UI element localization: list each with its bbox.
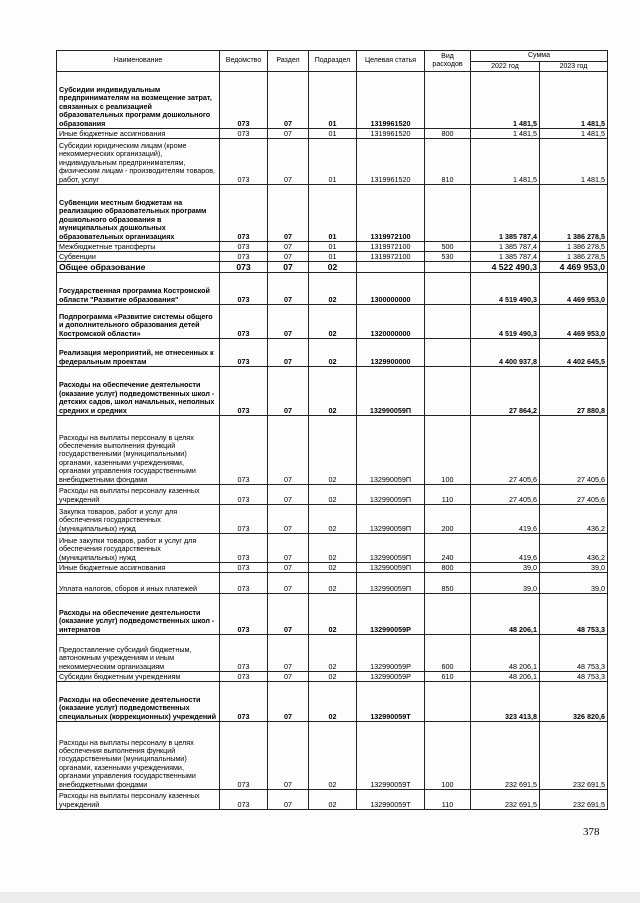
cell-y2023: 39,0: [540, 573, 608, 594]
cell-y2022: 39,0: [471, 563, 540, 573]
cell-vid: [425, 339, 471, 367]
cell-ved: 073: [220, 339, 268, 367]
cell-y2022: 232 691,5: [471, 722, 540, 790]
cell-y2022: 27 864,2: [471, 367, 540, 416]
cell-y2022: 48 206,1: [471, 594, 540, 635]
cell-y2023: 48 753,3: [540, 672, 608, 682]
cell-target: 1320000000: [357, 305, 425, 339]
table-row: [57, 505, 608, 534]
cell-razdel: 07: [268, 505, 309, 534]
cell-name: Расходы на обеспечение деятельности (оказание услуг) подведомственных специальных (коррекционных) учреждений: [57, 682, 220, 722]
cell-name: Иные закупки товаров, работ и услуг для обеспечения государственных (муниципальных) нужд: [57, 534, 220, 563]
cell-vid: [425, 305, 471, 339]
cell-target: 132990059П: [357, 573, 425, 594]
cell-podrazdel: 01: [309, 72, 357, 129]
header-summa: Сумма: [471, 51, 608, 62]
table-row: [57, 563, 608, 573]
cell-y2022: 1 385 787,4: [471, 242, 540, 252]
cell-target: 1329900000: [357, 339, 425, 367]
cell-target: 132990059Р: [357, 635, 425, 672]
cell-y2023: 232 691,5: [540, 790, 608, 810]
cell-name: Реализация мероприятий, не отнесенных к федеральным проектам: [57, 339, 220, 367]
cell-podrazdel: 01: [309, 185, 357, 242]
cell-target: 132990059П: [357, 416, 425, 485]
cell-razdel: 07: [268, 252, 309, 262]
cell-podrazdel: 02: [309, 635, 357, 672]
cell-ved: 073: [220, 305, 268, 339]
cell-name: Расходы на выплаты персоналу казенных учреждений: [57, 485, 220, 505]
cell-name: Межбюджетные трансферты: [57, 242, 220, 252]
cell-name: Расходы на обеспечение деятельности (оказание услуг) подведомственных школ - интернатов: [57, 594, 220, 635]
cell-target: 132990059Р: [357, 594, 425, 635]
cell-target: 1319972100: [357, 252, 425, 262]
cell-y2022: 419,6: [471, 505, 540, 534]
cell-podrazdel: 02: [309, 563, 357, 573]
cell-podrazdel: 02: [309, 682, 357, 722]
header-target: Целевая статья: [357, 51, 425, 72]
cell-y2022: 1 385 787,4: [471, 252, 540, 262]
header-year-2022: 2022 год: [471, 62, 540, 72]
cell-y2023: 27 880,8: [540, 367, 608, 416]
page-number: 378: [583, 826, 600, 838]
cell-vid: 530: [425, 252, 471, 262]
header-year-2023: 2023 год: [540, 62, 608, 72]
cell-razdel: 07: [268, 790, 309, 810]
budget-table: [56, 50, 608, 810]
table-row: [57, 139, 608, 185]
table-row: [57, 72, 608, 129]
cell-y2023: 1 386 278,5: [540, 242, 608, 252]
cell-vid: 110: [425, 485, 471, 505]
cell-vid: [425, 594, 471, 635]
cell-target: 132990059П: [357, 563, 425, 573]
cell-y2022: 1 481,5: [471, 139, 540, 185]
cell-razdel: 07: [268, 416, 309, 485]
cell-y2022: 48 206,1: [471, 635, 540, 672]
cell-razdel: 07: [268, 139, 309, 185]
cell-razdel: 07: [268, 185, 309, 242]
cell-razdel: 07: [268, 722, 309, 790]
cell-razdel: 07: [268, 573, 309, 594]
cell-razdel: 07: [268, 129, 309, 139]
cell-y2023: 1 386 278,5: [540, 185, 608, 242]
cell-ved: 073: [220, 129, 268, 139]
cell-y2022: 48 206,1: [471, 672, 540, 682]
cell-ved: 073: [220, 485, 268, 505]
header-vid: Вид расходов: [425, 51, 471, 72]
cell-target: 1300000000: [357, 273, 425, 305]
cell-y2023: 1 481,5: [540, 139, 608, 185]
cell-ved: 073: [220, 682, 268, 722]
cell-vid: [425, 367, 471, 416]
cell-podrazdel: 02: [309, 416, 357, 485]
cell-razdel: 07: [268, 485, 309, 505]
cell-y2023: 1 481,5: [540, 72, 608, 129]
cell-ved: 073: [220, 635, 268, 672]
table-row: [57, 534, 608, 563]
cell-razdel: 07: [268, 242, 309, 252]
cell-target: 132990059Т: [357, 682, 425, 722]
cell-name: Государственная программа Костромской области "Развитие образования": [57, 273, 220, 305]
cell-podrazdel: 02: [309, 305, 357, 339]
cell-name: Субсидии бюджетным учреждениям: [57, 672, 220, 682]
table-row: [57, 485, 608, 505]
cell-razdel: 07: [268, 339, 309, 367]
cell-razdel: 07: [268, 262, 309, 273]
cell-vid: 800: [425, 129, 471, 139]
cell-vid: [425, 682, 471, 722]
table-row: [57, 416, 608, 485]
cell-podrazdel: 02: [309, 273, 357, 305]
table-row: [57, 635, 608, 672]
cell-vid: 110: [425, 790, 471, 810]
cell-razdel: 07: [268, 72, 309, 129]
cell-target: 1319961520: [357, 129, 425, 139]
table-row: [57, 242, 608, 252]
cell-y2023: 4 402 645,5: [540, 339, 608, 367]
cell-razdel: 07: [268, 305, 309, 339]
table-row: [57, 185, 608, 242]
cell-podrazdel: 02: [309, 594, 357, 635]
cell-target: 132990059Р: [357, 672, 425, 682]
cell-target: 1319961520: [357, 139, 425, 185]
cell-y2022: 4 400 937,8: [471, 339, 540, 367]
cell-name: Субсидии индивидуальным предпринимателям на возмещение затрат, связанных с реализацией образовательных программ дошкольного образования: [57, 72, 220, 129]
cell-y2022: 4 519 490,3: [471, 273, 540, 305]
cell-y2022: 4 519 490,3: [471, 305, 540, 339]
cell-y2022: 4 522 490,3: [471, 262, 540, 273]
cell-y2023: 1 481,5: [540, 129, 608, 139]
header-razdel: Раздел: [268, 51, 309, 72]
cell-y2023: 39,0: [540, 563, 608, 573]
cell-target: 1319972100: [357, 185, 425, 242]
cell-name: Расходы на обеспечение деятельности (оказание услуг) подведомственных школ - детских садов, школ начальных, неполных средних и средних: [57, 367, 220, 416]
cell-razdel: 07: [268, 635, 309, 672]
table-row: [57, 573, 608, 594]
cell-vid: 850: [425, 573, 471, 594]
cell-vid: 100: [425, 722, 471, 790]
cell-name: Расходы на выплаты персоналу в целях обеспечения выполнения функций государственными (муниципальными) органами, казенными учреждениями, органами управления государственными внебюджетными фондами: [57, 416, 220, 485]
cell-ved: 073: [220, 594, 268, 635]
cell-y2023: 4 469 953,0: [540, 262, 608, 273]
cell-ved: 073: [220, 252, 268, 262]
cell-y2023: 48 753,3: [540, 594, 608, 635]
cell-vid: 800: [425, 563, 471, 573]
cell-name: Иные бюджетные ассигнования: [57, 563, 220, 573]
table-row: [57, 273, 608, 305]
table-row: [57, 672, 608, 682]
cell-y2023: 27 405,6: [540, 485, 608, 505]
table-row: [57, 262, 608, 273]
cell-target: 132990059П: [357, 367, 425, 416]
cell-vid: 500: [425, 242, 471, 252]
cell-razdel: 07: [268, 672, 309, 682]
cell-vid: [425, 262, 471, 273]
cell-ved: 073: [220, 790, 268, 810]
cell-razdel: 07: [268, 682, 309, 722]
table-row: [57, 790, 608, 810]
header-vedomstvo: Ведомство: [220, 51, 268, 72]
cell-y2022: 323 413,8: [471, 682, 540, 722]
cell-name: Расходы на выплаты персоналу в целях обеспечения выполнения функций государственными (муниципальными) органами, казенными учреждениями, органами управления государственными внебюджетными фондами: [57, 722, 220, 790]
table-row: [57, 129, 608, 139]
cell-y2023: 1 386 278,5: [540, 252, 608, 262]
cell-target: 132990059П: [357, 534, 425, 563]
cell-target: 132990059П: [357, 485, 425, 505]
cell-name: Подпрограмма «Развитие системы общего и дополнительного образования детей Костромской области»: [57, 305, 220, 339]
cell-target: 132990059Т: [357, 790, 425, 810]
cell-vid: [425, 273, 471, 305]
table-row: [57, 722, 608, 790]
cell-podrazdel: 02: [309, 505, 357, 534]
cell-ved: 073: [220, 416, 268, 485]
cell-vid: [425, 185, 471, 242]
cell-y2022: 27 405,6: [471, 485, 540, 505]
cell-name: Расходы на выплаты персоналу казенных учреждений: [57, 790, 220, 810]
cell-y2023: 436,2: [540, 534, 608, 563]
cell-ved: 073: [220, 672, 268, 682]
cell-podrazdel: 01: [309, 252, 357, 262]
cell-ved: 073: [220, 72, 268, 129]
cell-name: Субвенции: [57, 252, 220, 262]
cell-vid: 200: [425, 505, 471, 534]
table-body: [57, 72, 608, 810]
cell-ved: 073: [220, 367, 268, 416]
table-row: [57, 594, 608, 635]
cell-y2023: 4 469 953,0: [540, 305, 608, 339]
cell-podrazdel: 02: [309, 339, 357, 367]
cell-y2022: 1 481,5: [471, 72, 540, 129]
cell-y2023: 4 469 953,0: [540, 273, 608, 305]
cell-ved: 073: [220, 534, 268, 563]
header-name: Наименование: [57, 51, 220, 72]
cell-ved: 073: [220, 563, 268, 573]
cell-podrazdel: 02: [309, 722, 357, 790]
table-row: [57, 252, 608, 262]
cell-podrazdel: 01: [309, 242, 357, 252]
cell-name: Субсидии юридическим лицам (кроме некоммерческих организаций), индивидуальным предпринимателям, физическим лицам - производителям товаров, работ, услуг: [57, 139, 220, 185]
table-row: [57, 682, 608, 722]
cell-target: 132990059Т: [357, 722, 425, 790]
cell-ved: 073: [220, 273, 268, 305]
cell-y2022: 419,6: [471, 534, 540, 563]
cell-podrazdel: 02: [309, 534, 357, 563]
cell-y2023: 27 405,6: [540, 416, 608, 485]
cell-razdel: 07: [268, 534, 309, 563]
cell-y2023: 326 820,6: [540, 682, 608, 722]
cell-name: Субвенции местным бюджетам на реализацию образовательных программ дошкольного образования в муниципальных дошкольных образовательных организациях: [57, 185, 220, 242]
cell-y2022: 1 481,5: [471, 129, 540, 139]
table-row: [57, 339, 608, 367]
cell-ved: 073: [220, 242, 268, 252]
cell-vid: 600: [425, 635, 471, 672]
cell-ved: 073: [220, 505, 268, 534]
cell-name: Предоставление субсидий бюджетным, автономным учреждениям и иным некоммерческим организациям: [57, 635, 220, 672]
table-row: [57, 367, 608, 416]
cell-ved: 073: [220, 722, 268, 790]
cell-y2022: 27 405,6: [471, 416, 540, 485]
cell-podrazdel: 02: [309, 790, 357, 810]
cell-podrazdel: 02: [309, 262, 357, 273]
cell-razdel: 07: [268, 367, 309, 416]
cell-podrazdel: 02: [309, 485, 357, 505]
cell-podrazdel: 02: [309, 367, 357, 416]
cell-y2023: 232 691,5: [540, 722, 608, 790]
cell-y2023: 48 753,3: [540, 635, 608, 672]
cell-razdel: 07: [268, 594, 309, 635]
cell-vid: 610: [425, 672, 471, 682]
cell-name: Общее образование: [57, 262, 220, 273]
cell-target: 1319972100: [357, 242, 425, 252]
table-row: [57, 305, 608, 339]
cell-name: Уплата налогов, сборов и иных платежей: [57, 573, 220, 594]
cell-podrazdel: 02: [309, 573, 357, 594]
cell-name: Иные бюджетные ассигнования: [57, 129, 220, 139]
cell-vid: 100: [425, 416, 471, 485]
cell-name: Закупка товаров, работ и услуг для обеспечения государственных (муниципальных) нужд: [57, 505, 220, 534]
cell-ved: 073: [220, 139, 268, 185]
cell-podrazdel: 02: [309, 672, 357, 682]
cell-razdel: 07: [268, 273, 309, 305]
cell-target: 1319961520: [357, 72, 425, 129]
cell-y2022: 232 691,5: [471, 790, 540, 810]
cell-ved: 073: [220, 185, 268, 242]
table-header: [57, 51, 608, 72]
cell-vid: 810: [425, 139, 471, 185]
cell-vid: [425, 72, 471, 129]
cell-y2022: 39,0: [471, 573, 540, 594]
cell-podrazdel: 01: [309, 129, 357, 139]
cell-ved: 073: [220, 262, 268, 273]
cell-y2023: 436,2: [540, 505, 608, 534]
cell-vid: 240: [425, 534, 471, 563]
cell-ved: 073: [220, 573, 268, 594]
cell-y2022: 1 385 787,4: [471, 185, 540, 242]
cell-razdel: 07: [268, 563, 309, 573]
scan-edge: [0, 892, 640, 903]
header-podrazdel: Подраздел: [309, 51, 357, 72]
cell-target: [357, 262, 425, 273]
cell-target: 132990059П: [357, 505, 425, 534]
cell-podrazdel: 01: [309, 139, 357, 185]
